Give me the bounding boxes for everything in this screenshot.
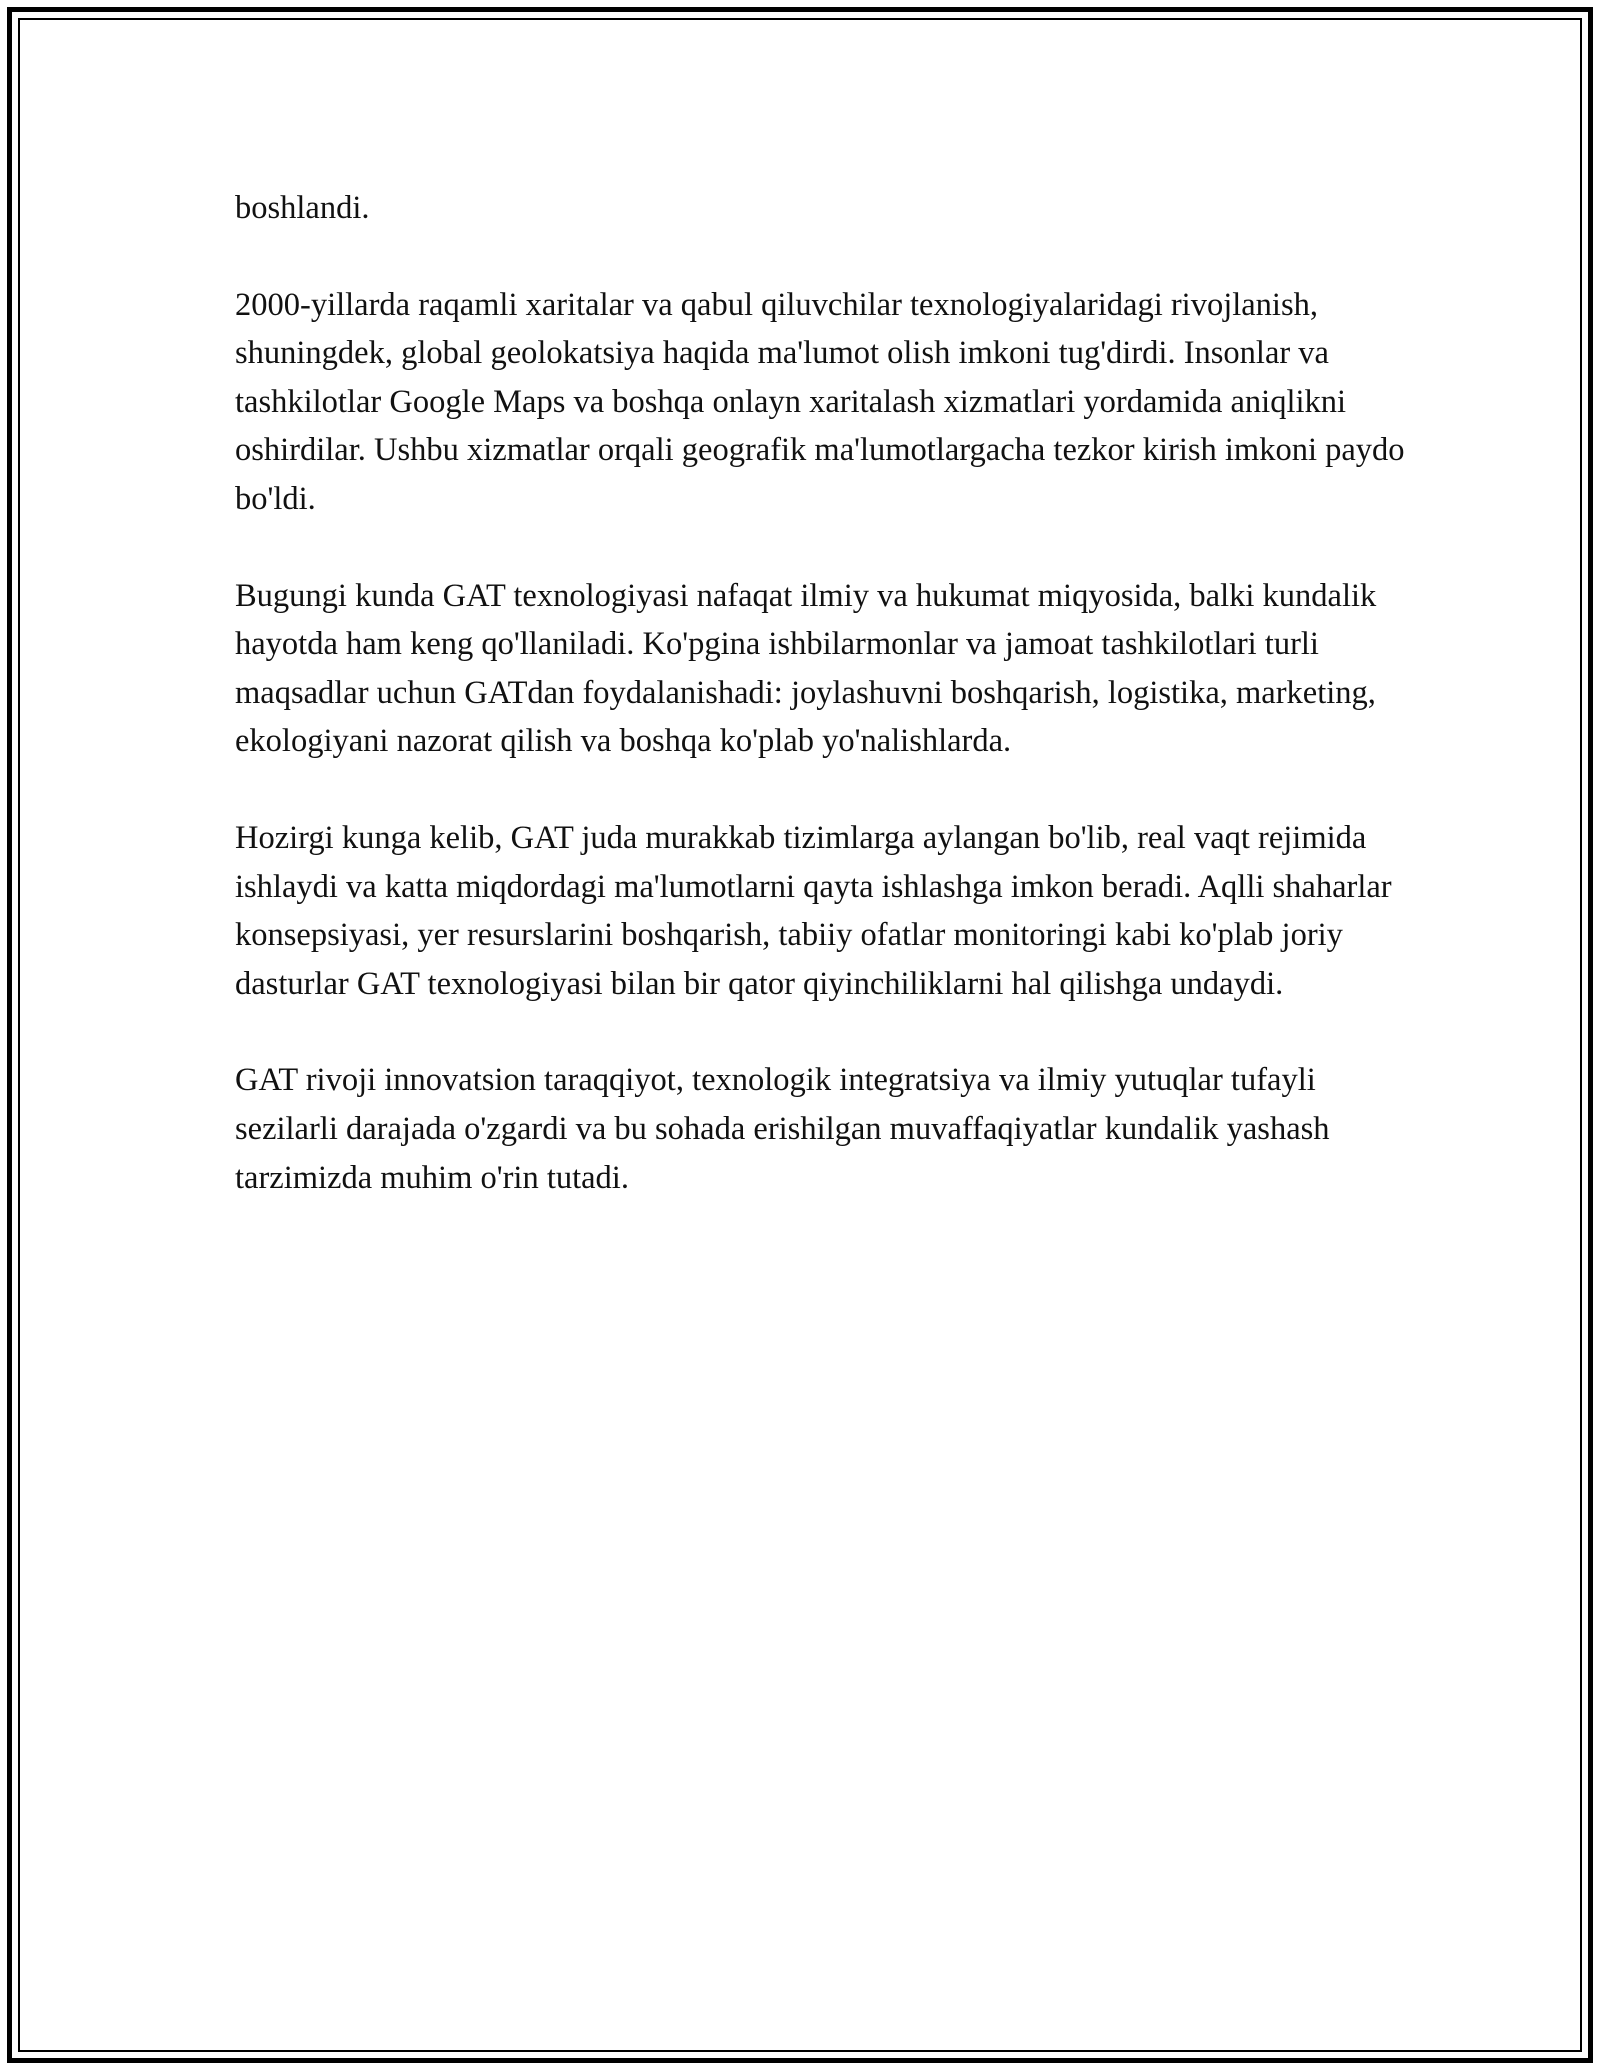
paragraph-digital-maps: 2000-yillarda raqamli xaritalar va qabul qiluvchilar texnologiyalaridagi rivojlanish, shuningdek, global geolokatsiya haqida ma'lumot olish imkoni tug'dirdi. Insonlar va tashkilotlar Google Maps va boshqa onlayn xaritalash xizmatlari yordamida aniqlikni oshirdilar. Ushbu xizmatlar orqali geografik ma'lumotlargacha tezkor kirish imkoni paydo bo'ldi. [235,286,1405,517]
paragraph-continuation: boshlandi. [235,190,370,226]
paragraph-complex-systems: Hozirgi kunga kelib, GAT juda murakkab tizimlarga aylangan bo'lib, real vaqt rejimida ishlaydi va katta miqdordagi ma'lumotlarni qayta ishlashga imkon beradi. Aqlli shaharlar konsepsiyasi, yer resurslarini boshqarish, tabiiy ofatlar monitoringi kabi ko'plab joriy dasturlar GAT texnologiyasi bilan bir qator qiyinchiliklarni hal qilishga undaydi. [235,819,1392,1002]
document-body [235,184,1415,1202]
paragraph-gat-today: Bugungi kunda GAT texnologiyasi nafaqat ilmiy va hukumat miqyosida, balki kundalik hayotda ham keng qo'llaniladi. Ko'pgina ishbilarmonlar va jamoat tashkilotlari turli maqsadlar uchun GATdan foydalanishadi: joylashuvni boshqarish, logistika, marketing, ekologiyani nazorat qilish va boshqa ko'plab yo'nalishlarda. [235,577,1377,760]
paragraph-conclusion: GAT rivoji innovatsion taraqqiyot, texnologik integratsiya va ilmiy yutuqlar tufayli sezilarli darajada o'zgardi va bu sohada erishilgan muvaffaqiyatlar kundalik yashash tarzimizda muhim o'rin tutadi. [235,1062,1330,1196]
